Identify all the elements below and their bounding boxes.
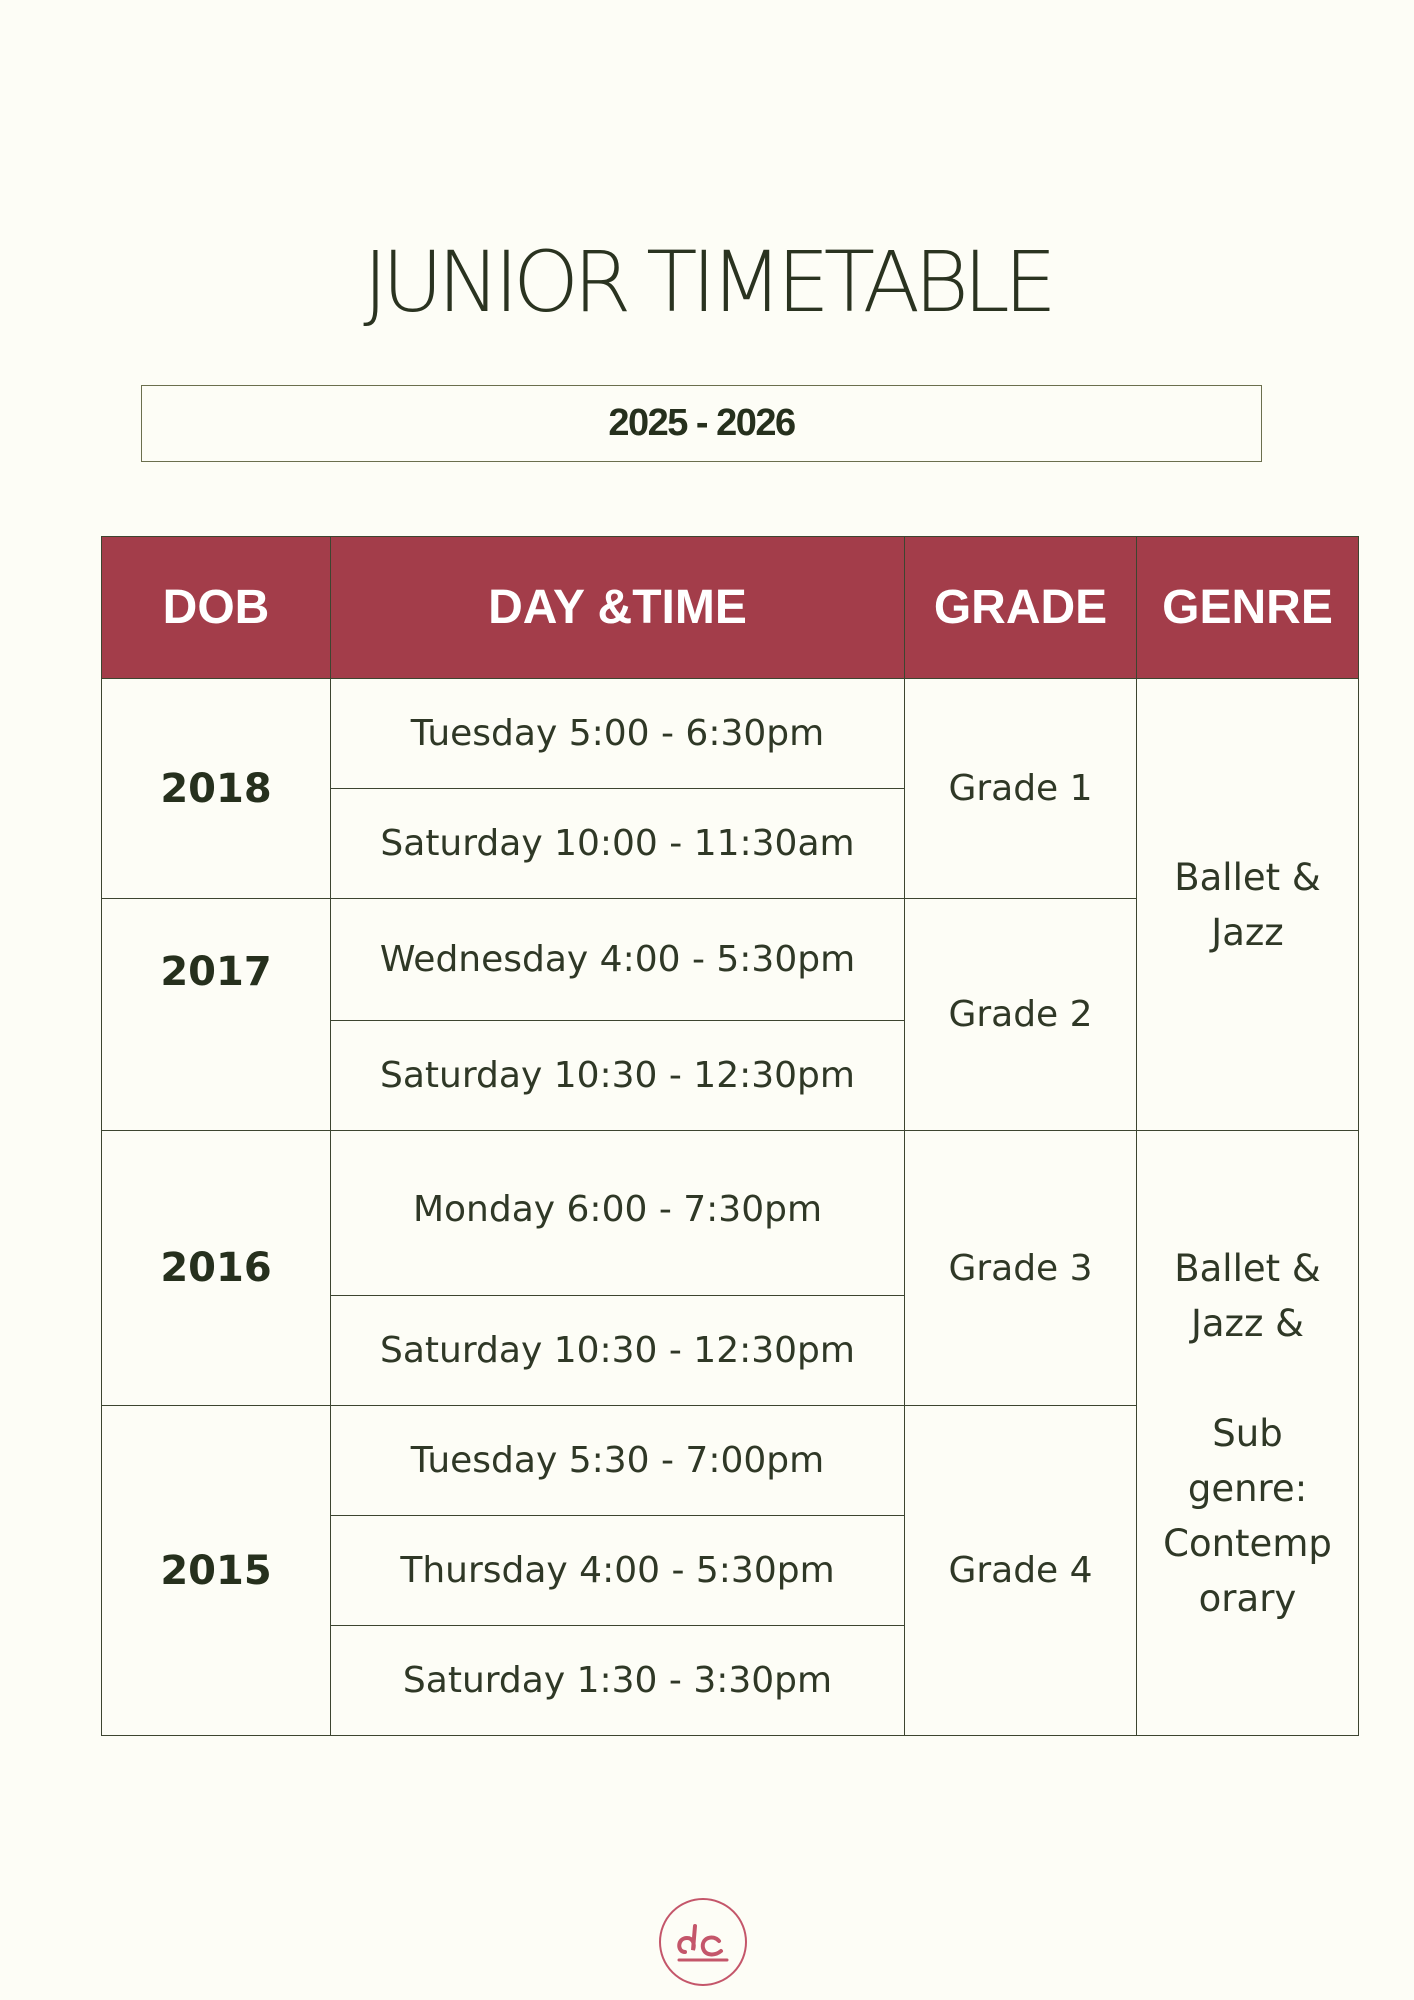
- year-label: 2025 - 2026: [608, 402, 795, 444]
- header-day-time: DAY &TIME: [331, 537, 905, 679]
- header-row: [102, 537, 1359, 679]
- time-cell: Saturday 1:30 - 3:30pm: [331, 1626, 905, 1736]
- genre-text: Ballet & Jazz: [1174, 855, 1321, 954]
- dob-cell: 2018: [102, 679, 331, 899]
- timetable: [101, 536, 1359, 1736]
- grade-cell: Grade 1: [905, 679, 1137, 899]
- grade-cell: Grade 3: [905, 1131, 1137, 1406]
- genre-cell: [1137, 1131, 1359, 1736]
- genre-text: Ballet & Jazz & Sub genre: Contemp orary: [1163, 1246, 1332, 1620]
- time-cell: Thursday 4:00 - 5:30pm: [331, 1516, 905, 1626]
- table-row: [102, 1131, 1359, 1296]
- table-row: [102, 679, 1359, 789]
- dob-cell: 2017: [102, 899, 331, 1131]
- header-grade: GRADE: [905, 537, 1137, 679]
- grade-cell: Grade 2: [905, 899, 1137, 1131]
- dc-logo-icon: [657, 1896, 749, 1988]
- time-cell: Monday 6:00 - 7:30pm: [331, 1131, 905, 1296]
- dob-cell: 2015: [102, 1406, 331, 1736]
- dc-logo: [657, 1896, 749, 1988]
- time-cell: Saturday 10:00 - 11:30am: [331, 789, 905, 899]
- time-cell: Saturday 10:30 - 12:30pm: [331, 1021, 905, 1131]
- header-genre: GENRE: [1137, 537, 1359, 679]
- grade-cell: Grade 4: [905, 1406, 1137, 1736]
- time-cell: Wednesday 4:00 - 5:30pm: [331, 899, 905, 1021]
- year-banner: [141, 385, 1262, 462]
- page-title: JUNIOR TIMETABLE: [363, 233, 1051, 331]
- genre-cell: [1137, 679, 1359, 1131]
- time-cell: Saturday 10:30 - 12:30pm: [331, 1296, 905, 1406]
- header-dob: DOB: [102, 537, 331, 679]
- time-cell: Tuesday 5:00 - 6:30pm: [331, 679, 905, 789]
- time-cell: Tuesday 5:30 - 7:00pm: [331, 1406, 905, 1516]
- dob-cell: 2016: [102, 1131, 331, 1406]
